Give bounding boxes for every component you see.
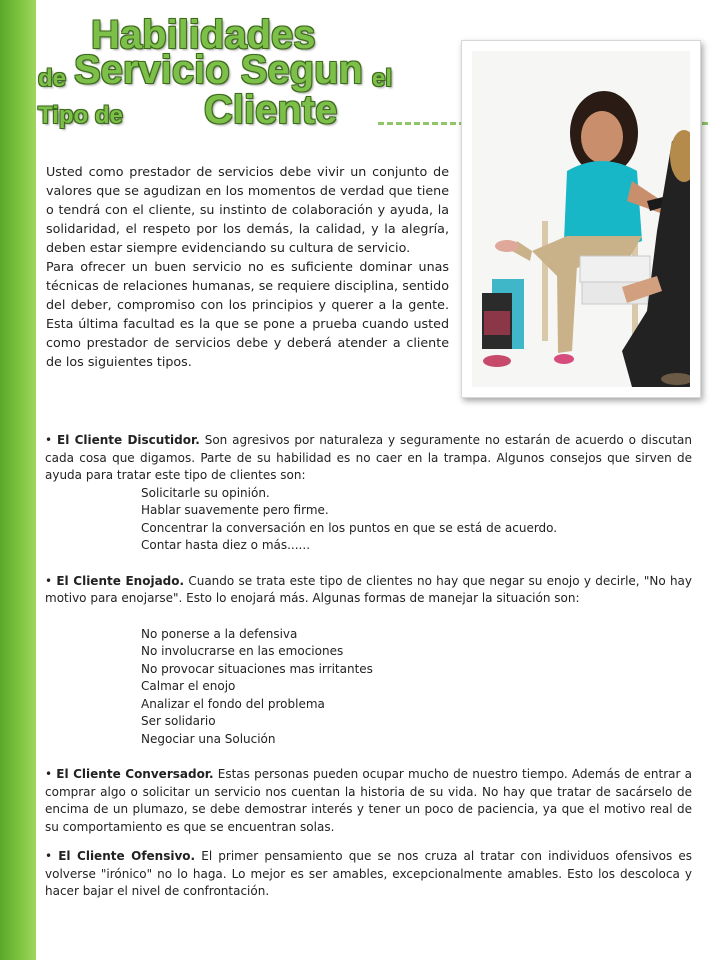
section-heading: El Cliente Ofensivo.	[58, 849, 196, 863]
title-el: el	[372, 65, 393, 92]
shoe-shopping-photo	[472, 51, 690, 387]
list-item: Negociar una Solución	[141, 731, 276, 746]
list-item: Ser solidario	[141, 714, 216, 728]
list-item: No provocar situaciones mas irritantes	[141, 661, 373, 676]
section-text: Son agresivos por naturaleza y seguramente no estarán de acuerdo o discutan cada cosa que digamos. Parte de su habilidad es no caer en la trampa. Algunos consejos que sirven de ayuda para tratar este tipo de clientes son:	[45, 433, 692, 482]
section-heading: El Cliente Discutidor.	[57, 433, 200, 447]
intro-paragraph-2: Para ofrecer un buen servicio no es suficiente dominar unas técnicas de relaciones humanas, se requiere disciplina, sentido del deber, compromiso con los principios y querer a la gente. Esta última facultad es la que se pone a prueba cuando usted como prestador de servicios debe y deberá atender a cliente de los siguientes tipos.	[46, 259, 449, 369]
intro-paragraph-1: Usted como prestador de servicios debe vivir un conjunto de valores que se agudizan en los momentos de verdad que tiene o tendrá con el cliente, su instinto de colaboración y ayuda, la solidaridad, el respeto por los demás, la calidad, y la alegría, deben estar siempre evidenciando su cultura de servicio.	[46, 164, 449, 255]
section-text: El primer pensamiento que se nos cruza al tratar con individuos ofensivos es volverse "irónico" no lo haga. Lo mejor es ser amables, excepcionalmente amables. Esto los descoloca y hacer bajar el nivel de confrontación.	[45, 849, 692, 898]
list-item: Hablar suavemente pero firme.	[141, 503, 329, 517]
photo-frame	[461, 40, 701, 398]
section-heading: El Cliente Conversador.	[56, 767, 214, 781]
section-ofensivo	[45, 848, 692, 901]
section-enojado	[45, 573, 692, 608]
section-text: Cuando se trata este tipo de clientes no hay que negar su enojo y decirle, "No hay motivo para enojarse". Esto lo enojará más. Algunas formas de manejar la situación son:	[45, 573, 693, 605]
title-servicio-segun: Servicio Segun	[74, 48, 363, 92]
title-habilidades: Habilidades	[91, 13, 316, 57]
person-illustration-icon	[472, 51, 690, 387]
bullet: •	[45, 433, 53, 447]
list-item: Calmar el enojo	[141, 679, 236, 693]
title-tipo-de: Tipo de	[38, 102, 123, 129]
green-sidebar	[0, 0, 36, 960]
list-item: Analizar el fondo del problema	[141, 696, 325, 711]
advice-list	[45, 485, 692, 555]
bullet: •	[45, 767, 53, 781]
list-item: Concentrar la conversación en los puntos en que se está de acuerdo.	[141, 520, 558, 535]
intro-text	[46, 162, 449, 371]
advice-list	[45, 626, 692, 749]
list-item: Solicitarle su opinión.	[141, 485, 270, 500]
client-types	[45, 432, 692, 901]
section-conversador	[45, 766, 692, 836]
list-item: No involucrarse en las emociones	[141, 644, 344, 658]
bullet: •	[45, 849, 53, 863]
section-heading: El Cliente Enojado.	[56, 573, 185, 588]
page-title	[36, 10, 436, 135]
bullet: •	[45, 573, 53, 588]
section-text: Estas personas pueden ocupar mucho de nuestro tiempo. Además de entrar a comprar algo o solicitar un servicio nos cuentan la historia de su vida. No hay que tratar de sacárselo de encima de un plumazo, se debe demostrar interés y tener un poco de paciencia, ya que el motivo real de su comportamiento es que se encuentran solas.	[45, 767, 692, 834]
title-de: de	[38, 65, 67, 92]
list-item: Contar hasta diez o más......	[141, 538, 311, 552]
section-discutidor	[45, 432, 692, 485]
title-cliente: Cliente	[204, 88, 338, 132]
list-item: No ponerse a la defensiva	[141, 626, 298, 641]
